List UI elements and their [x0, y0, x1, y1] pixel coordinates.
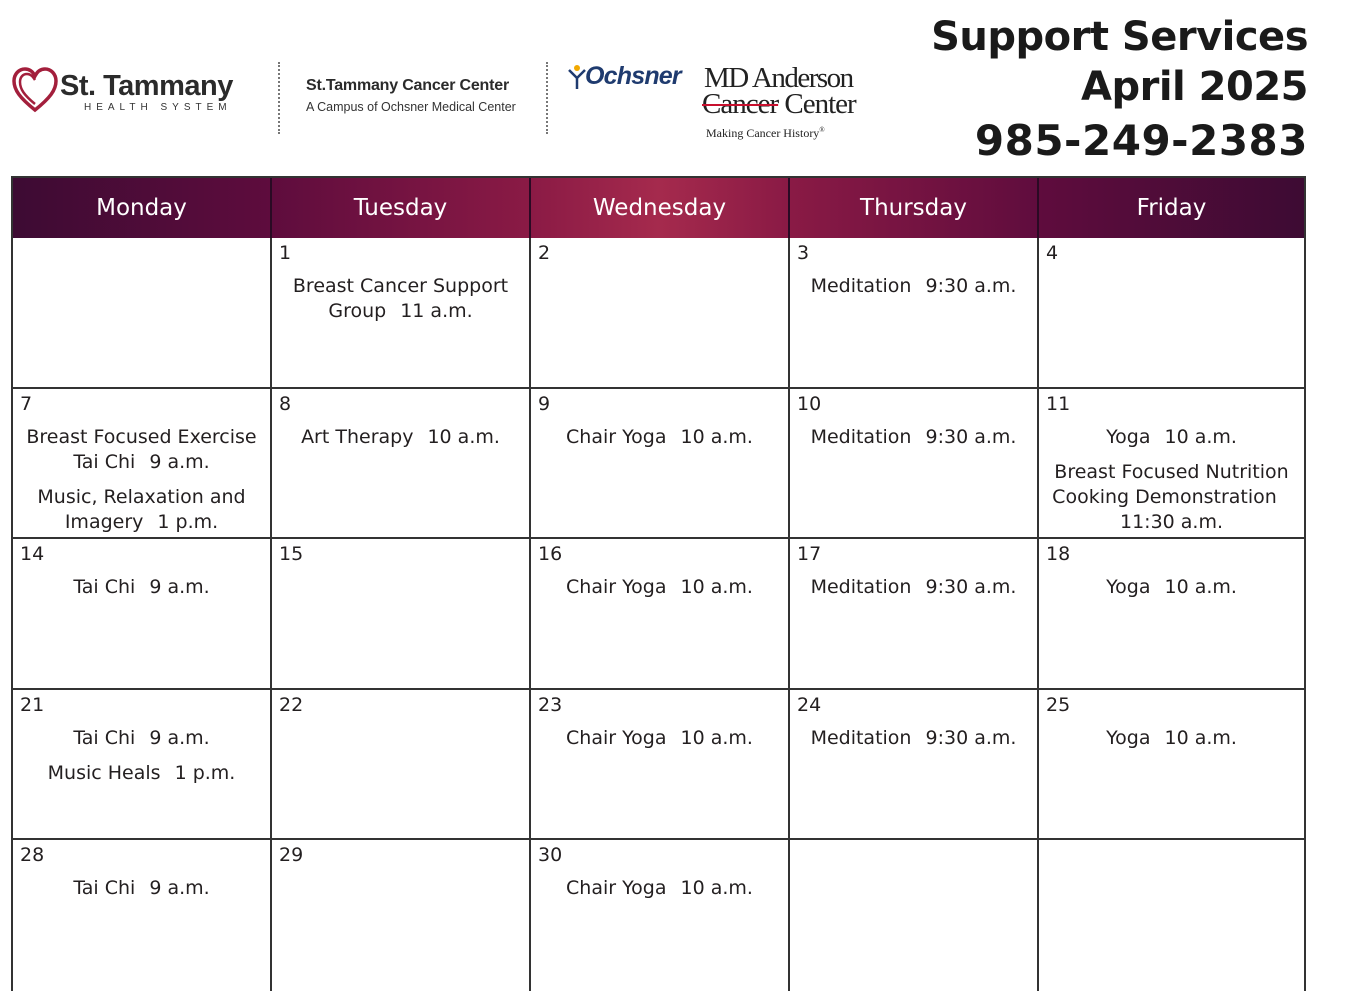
- event-list: [794, 425, 1033, 460]
- event-item: [276, 425, 525, 450]
- event-item: [1043, 425, 1300, 450]
- page-title: Support Services: [931, 14, 1308, 60]
- event-item: [17, 575, 266, 600]
- event-time: 11 a.m.: [400, 300, 473, 322]
- date-number: 15: [279, 543, 304, 566]
- event-time: 10 a.m.: [680, 576, 753, 599]
- month-label: April 2025: [1081, 64, 1308, 110]
- event-name: Yoga: [1106, 726, 1151, 749]
- weekday-monday: Monday: [13, 178, 272, 238]
- event-time: 1 p.m.: [174, 761, 236, 784]
- day-cell: [1039, 690, 1304, 841]
- event-name: Tai Chi: [73, 576, 136, 599]
- date-number: 25: [1046, 693, 1071, 716]
- event-time: 9 a.m.: [149, 726, 210, 749]
- date-number: 1: [279, 242, 292, 264]
- event-name: Chair Yoga: [566, 576, 667, 599]
- event-name: Breast Focused Nutrition Cooking Demonstration: [1052, 460, 1289, 508]
- event-name: Yoga: [1106, 425, 1151, 448]
- event-time: 9 a.m.: [149, 450, 210, 473]
- event-item: [535, 575, 784, 600]
- event-name: Meditation: [810, 726, 912, 749]
- cancer-center-name: St.Tammany Cancer Center: [306, 77, 509, 94]
- health-system-label: HEALTH SYSTEM: [84, 102, 232, 113]
- page-header: [0, 0, 1349, 176]
- weekday-friday: Friday: [1136, 195, 1207, 221]
- st-tammany-cancer-center-logo: [306, 77, 516, 114]
- event-time: 9 a.m.: [149, 877, 210, 900]
- day-cell: [272, 238, 531, 389]
- event-time: 10 a.m.: [1164, 425, 1237, 448]
- event-name: Music Heals: [47, 761, 161, 784]
- day-cell: [531, 238, 790, 389]
- event-time: 10 a.m.: [1164, 726, 1237, 749]
- date-number: 4: [1046, 242, 1059, 264]
- event-list: [535, 575, 784, 610]
- day-cell: [790, 238, 1039, 389]
- event-list: [535, 876, 784, 911]
- event-name: Music, Relaxation and Imagery: [37, 485, 246, 533]
- event-item: [794, 726, 1033, 751]
- ochsner-md-anderson-logo: [568, 62, 888, 148]
- day-cell: [1039, 840, 1304, 991]
- day-cell: [272, 840, 531, 991]
- date-number: 11: [1046, 392, 1071, 415]
- event-time: 10 a.m.: [680, 877, 753, 900]
- event-time: 10 a.m.: [1164, 576, 1237, 599]
- event-time: 9:30 a.m.: [925, 425, 1017, 448]
- weekday-thursday: Thursday: [790, 178, 1039, 238]
- date-number: 18: [1046, 543, 1071, 566]
- event-list: [17, 726, 266, 796]
- weekday-header: [13, 178, 1304, 238]
- event-list: [17, 425, 266, 545]
- day-cell: [1039, 539, 1304, 690]
- date-number: 29: [279, 844, 304, 867]
- day-cell: [13, 238, 272, 389]
- event-time: 10 a.m.: [680, 425, 753, 448]
- day-cell: [790, 840, 1039, 991]
- event-item: [535, 876, 784, 901]
- date-number: 30: [538, 844, 563, 867]
- st-tammany-health-system-logo: [12, 66, 262, 118]
- date-number: 16: [538, 543, 563, 566]
- day-cell: [13, 840, 272, 991]
- day-cell: [790, 539, 1039, 690]
- md-anderson-wordmark: MD Anderson: [704, 62, 853, 94]
- date-number: 14: [20, 543, 45, 566]
- day-cell: [272, 539, 531, 690]
- logo-divider: [278, 62, 280, 134]
- event-item: [794, 575, 1033, 600]
- event-list: [794, 274, 1033, 309]
- day-cell: [1039, 238, 1304, 389]
- weekday-wednesday: Wednesday: [531, 178, 790, 238]
- cancer-strikethrough: Cancer: [702, 88, 779, 120]
- event-item: [17, 425, 266, 475]
- event-list: [17, 876, 266, 911]
- day-cell: [531, 840, 790, 991]
- cancer-center-subtitle: A Campus of Ochsner Medical Center: [306, 100, 516, 114]
- day-cell: [272, 389, 531, 540]
- day-cell: [790, 690, 1039, 841]
- event-name: Chair Yoga: [566, 877, 667, 900]
- event-name: Breast Focused Exercise Tai Chi: [26, 425, 257, 473]
- date-number: 24: [797, 693, 822, 716]
- date-number: 3: [797, 242, 810, 264]
- event-name: Chair Yoga: [566, 425, 667, 448]
- day-cell: [790, 389, 1039, 540]
- event-item: [794, 425, 1033, 450]
- event-item: [1043, 575, 1300, 600]
- event-item: [1043, 726, 1300, 751]
- cancer-center-wordmark: [702, 88, 856, 121]
- logo-divider: [546, 62, 548, 134]
- event-time: 1 p.m.: [157, 510, 219, 533]
- event-time: 9 a.m.: [149, 576, 210, 599]
- center-word: Center: [784, 88, 856, 120]
- day-cell: [13, 539, 272, 690]
- event-item: [17, 485, 266, 535]
- event-list: [1043, 575, 1300, 610]
- date-number: 28: [20, 844, 45, 867]
- day-cell: [272, 690, 531, 841]
- day-cell: [531, 690, 790, 841]
- date-number: 22: [279, 693, 304, 716]
- day-cell: [531, 539, 790, 690]
- event-list: [794, 726, 1033, 761]
- day-cell: [13, 389, 272, 540]
- event-item: [17, 761, 266, 786]
- calendar-grid: [11, 176, 1306, 991]
- ochsner-wordmark: Ochsner: [585, 62, 681, 90]
- ochsner-figure-icon: [568, 64, 586, 90]
- day-cell: [1039, 389, 1304, 540]
- event-name: Chair Yoga: [566, 726, 667, 749]
- event-list: [535, 425, 784, 460]
- event-name: Tai Chi: [73, 877, 136, 900]
- event-list: [535, 726, 784, 761]
- event-item: [276, 274, 525, 324]
- day-cell: [13, 690, 272, 841]
- event-name: Tai Chi: [73, 726, 136, 749]
- event-time: 10 a.m.: [427, 425, 500, 448]
- date-number: 21: [20, 693, 45, 716]
- event-item: [535, 425, 784, 450]
- date-number: 10: [797, 392, 822, 415]
- event-item: [794, 274, 1033, 299]
- heart-icon: [12, 66, 58, 114]
- title-block: [931, 12, 1308, 170]
- date-number: 2: [538, 242, 551, 264]
- phone-number: 985-249-2383: [974, 116, 1308, 165]
- event-item: [17, 726, 266, 751]
- event-list: [276, 425, 525, 460]
- event-name: Meditation: [810, 275, 912, 297]
- event-time: 9:30 a.m.: [925, 726, 1017, 749]
- event-item: [1043, 460, 1300, 535]
- event-time: 11:30 a.m.: [1119, 510, 1224, 533]
- event-time: 9:30 a.m.: [925, 576, 1017, 599]
- date-number: 8: [279, 392, 292, 415]
- event-item: [17, 876, 266, 901]
- event-list: [1043, 726, 1300, 761]
- weekday-tuesday: Tuesday: [272, 178, 531, 238]
- event-list: [17, 575, 266, 610]
- event-list: [276, 274, 525, 334]
- event-name: Meditation: [810, 576, 912, 599]
- event-time: 10 a.m.: [680, 726, 753, 749]
- event-name: Art Therapy: [301, 425, 414, 448]
- date-number: 23: [538, 693, 563, 716]
- date-number: 17: [797, 543, 822, 566]
- event-time: 9:30 a.m.: [925, 275, 1017, 297]
- event-name: Breast Cancer Support Group: [292, 275, 509, 322]
- event-item: [535, 726, 784, 751]
- day-cell: [531, 389, 790, 540]
- event-list: [794, 575, 1033, 610]
- date-number: 7: [20, 392, 33, 415]
- date-number: 9: [538, 392, 551, 415]
- event-list: [1043, 425, 1300, 545]
- tagline: Making Cancer History®: [706, 126, 825, 140]
- event-name: Meditation: [810, 425, 912, 448]
- event-name: Yoga: [1106, 576, 1151, 599]
- st-tammany-name: St. Tammany: [60, 70, 233, 102]
